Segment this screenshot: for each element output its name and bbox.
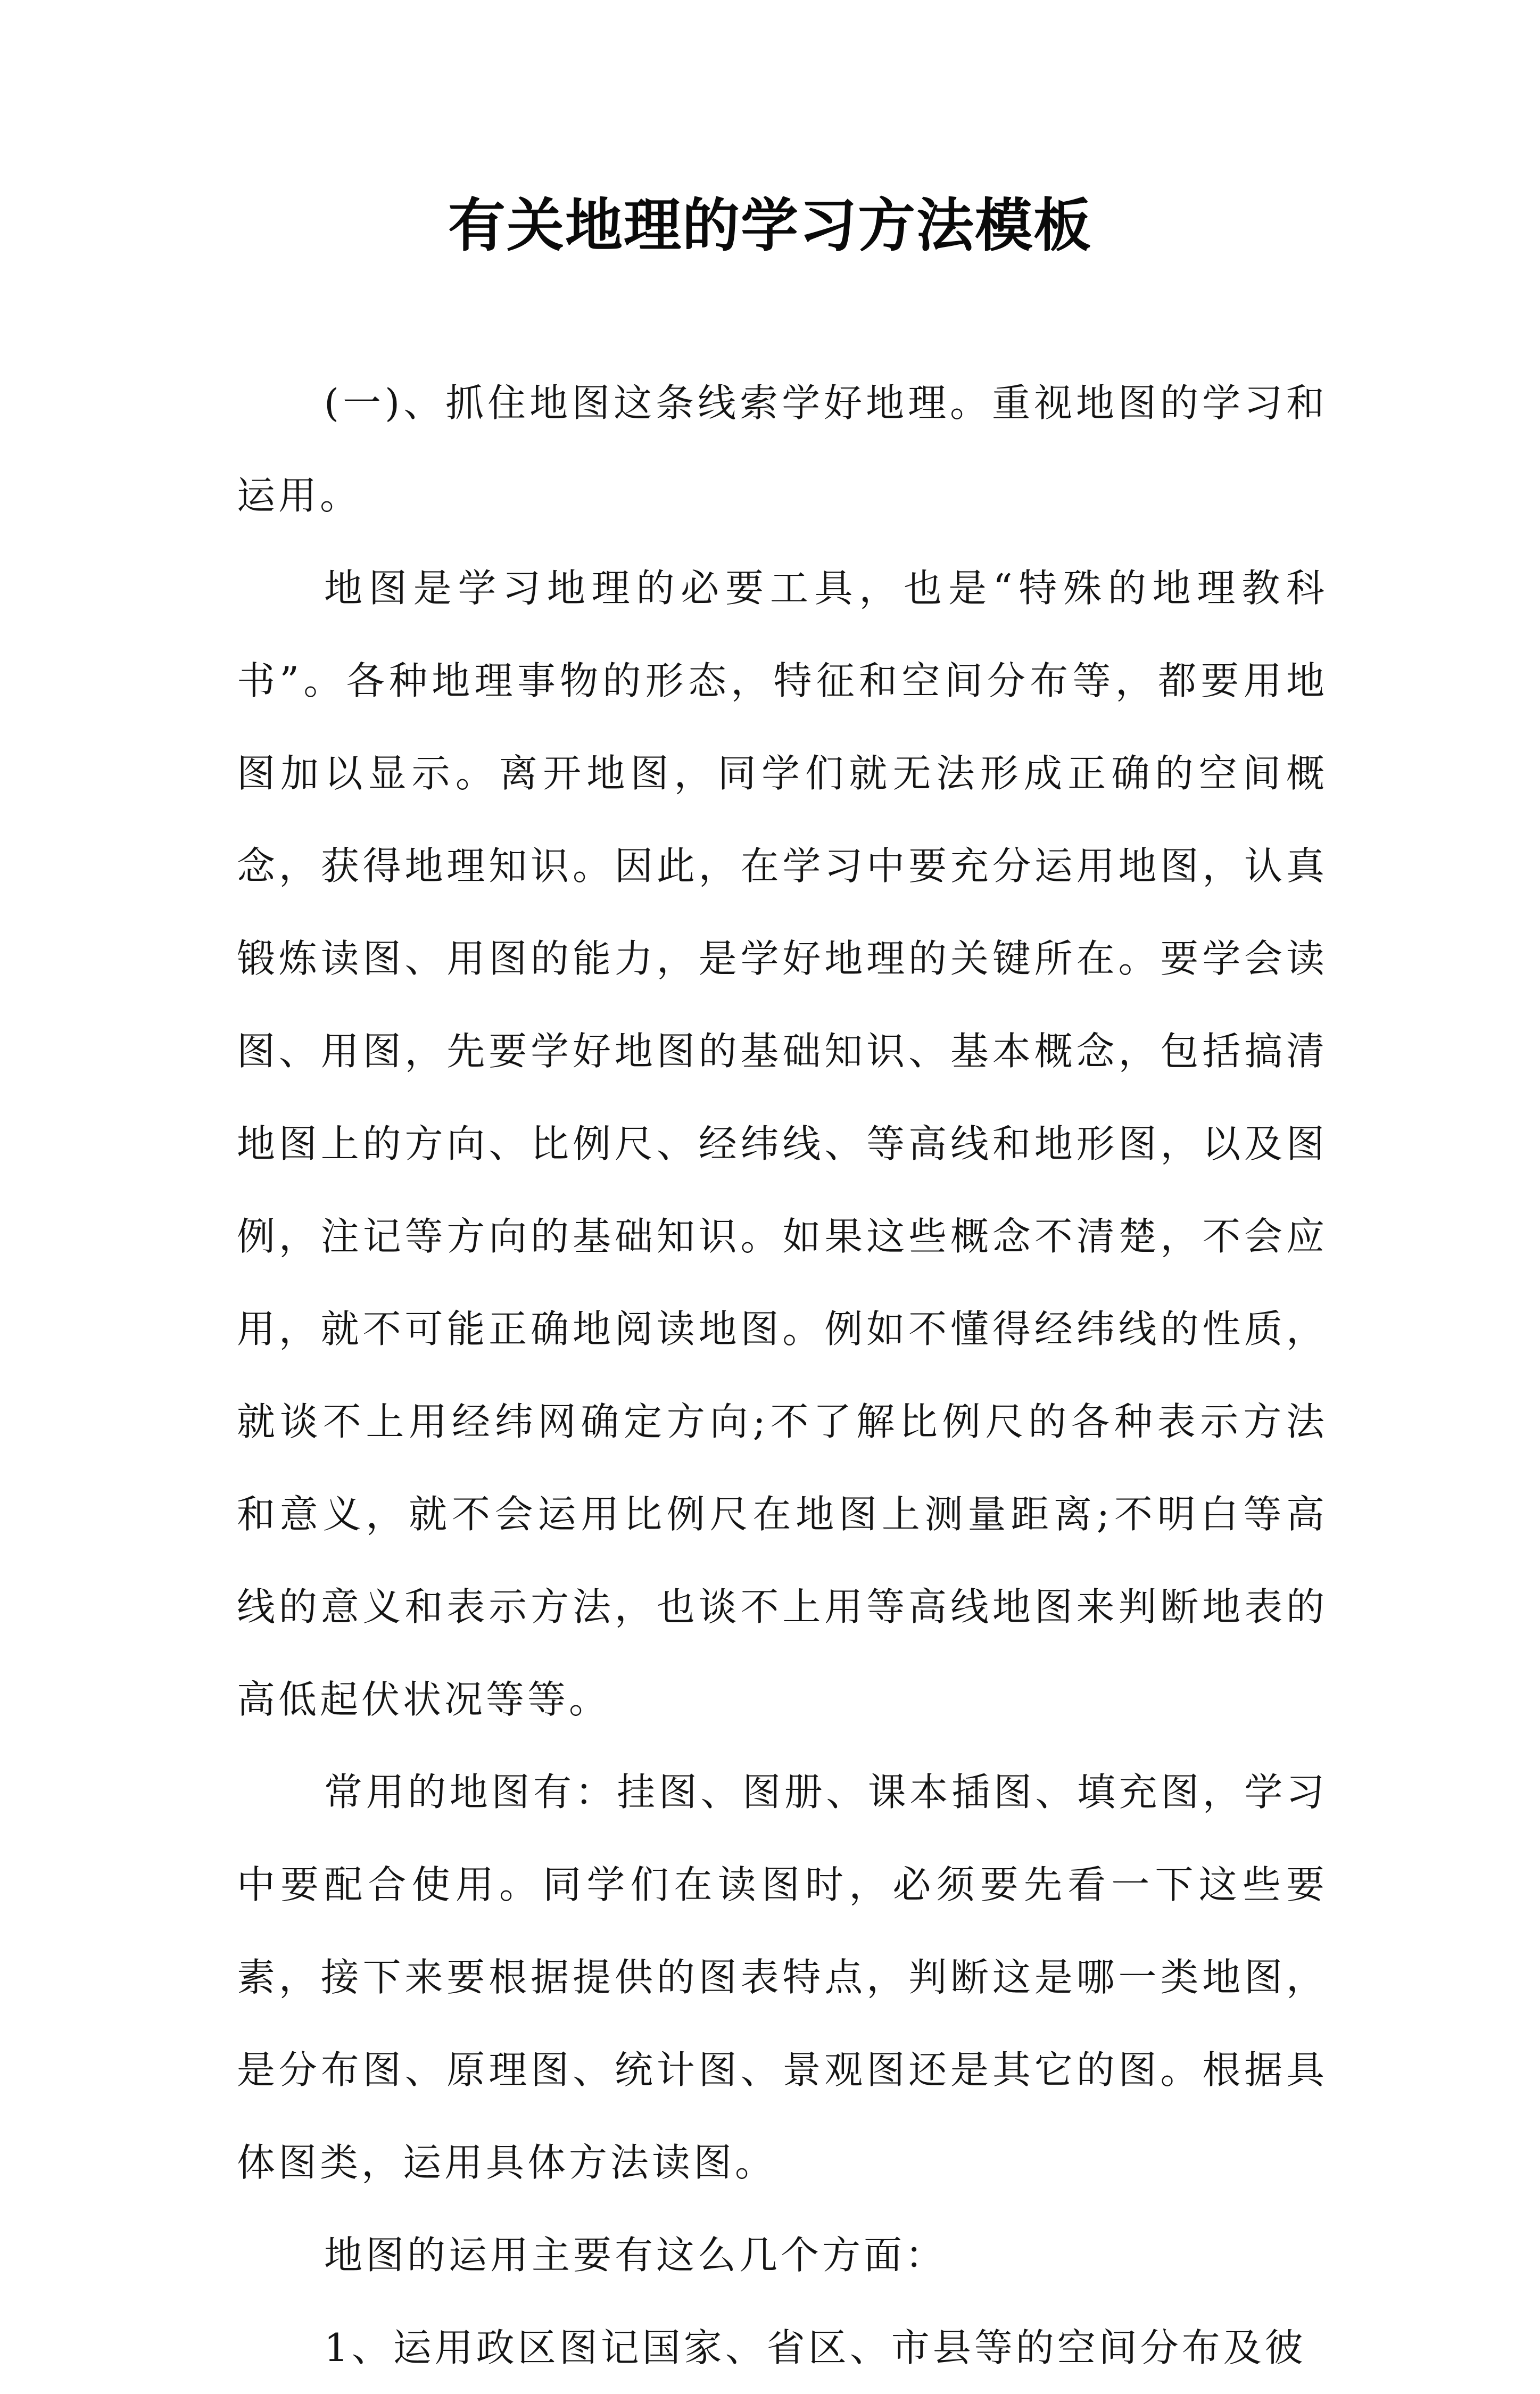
document-body bbox=[237, 357, 1328, 2394]
paragraph-map-use-1: 1、运用政区图记国家、省区、市县等的空间分布及彼 bbox=[324, 2325, 1306, 2370]
paragraph-map-importance: 地图是学习地理的必要工具，也是“特殊的地理教科书”。各种地理事物的形态，特征和空间分布等，都要用地图加以显示。离开地图，同学们就无法形成正确的空间概念，获得地理知识。因此，在学习中要充分运用地图，认真锻炼读图、用图的能力，是学好地理的关键所在。要学会读图、用图，先要学好地图的基础知识、基本概念，包括搞清地图上的方向、比例尺、经纬线、等高线和地形图，以及图例，注记等方向的基础知识。如果这些概念不清楚，不会应用，就不可能正确地阅读地图。例如不懂得经纬线的性质，就谈不上用经纬网确定方向;不了解比例尺的各种表示方法和意义，就不会运用比例尺在地图上测量距离;不明白等高线的意义和表示方法，也谈不上用等高线地图来判断地表的高低起伏状况等等。 bbox=[237, 566, 1328, 1722]
paragraph-map-uses-intro: 地图的运用主要有这么几个方面： bbox=[324, 2233, 947, 2277]
paragraph-common-maps: 常用的地图有：挂图、图册、课本插图、填充图，学习中要配合使用。同学们在读图时，必须要先看一下这些要素，接下来要根据提供的图表特点，判断这是哪一类地图，是分布图、原理图、统计图、景观图还是其它的图。根据具体图类，运用具体方法读图。 bbox=[237, 1770, 1328, 2185]
document-title: 有关地理的学习方法模板 bbox=[448, 193, 1092, 259]
paragraph-section-heading: (一)、抓住地图这条线索学好地理。重视地图的学习和运用。 bbox=[237, 381, 1328, 518]
